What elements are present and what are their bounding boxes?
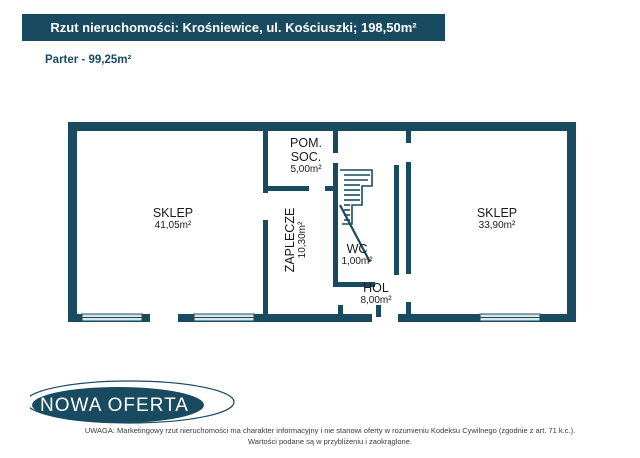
interior-wall — [394, 165, 399, 275]
room-name: SKLEP — [152, 206, 194, 220]
outer-wall-left — [68, 122, 77, 322]
logo-text: NOWA OFERTA — [40, 395, 189, 416]
plan-title: Rzut nieruchomości: Krośniewice, ul. Kościuszki; 198,50m² — [22, 14, 445, 41]
room-name: ZAPLECZE — [283, 207, 297, 273]
room-name: SKLEP — [476, 206, 518, 220]
outer-wall-top — [68, 122, 576, 131]
disclaimer — [40, 425, 620, 447]
interior-wall — [338, 305, 343, 317]
room-label-sklep-right — [467, 206, 527, 232]
room-label-wc — [335, 242, 379, 268]
room-label-zaplecze — [283, 205, 327, 275]
room-name: POM. — [290, 136, 322, 150]
room-area: 5,00m² — [290, 164, 322, 175]
interior-wall — [406, 162, 411, 274]
outer-wall-right — [567, 122, 576, 322]
interior-wall — [263, 131, 268, 193]
room-label-pom-soc — [276, 136, 336, 176]
disclaimer-line: UWAGA: Marketingowy rzut nieruchomości ma charakter informacyjny i nie stanowi oferty w rozumieniu Kodeksu Cywilnego (zgodnie z art. 71 k.c.). — [84, 426, 576, 435]
room-name: HOL — [363, 281, 389, 295]
room-area: 41,05m² — [154, 220, 192, 231]
room-area: 10,30m² — [297, 221, 308, 259]
interior-wall — [263, 220, 268, 314]
interior-wall — [406, 131, 411, 143]
room-label-sklep-left — [143, 206, 203, 232]
disclaimer-line: Wartości podane są w przybliżeniu i zaokrąglone. — [248, 437, 412, 446]
room-name: WC — [346, 242, 368, 256]
interior-wall — [406, 302, 411, 316]
room-name: SOC. — [290, 150, 322, 164]
room-label-hol — [346, 281, 406, 307]
interior-wall — [333, 163, 338, 287]
floor-label: Parter - 99,25m² — [45, 54, 132, 66]
room-area: 33,90m² — [478, 220, 516, 231]
room-area: 1,00m² — [341, 256, 373, 267]
room-area: 8,00m² — [360, 295, 392, 306]
interior-wall — [263, 186, 309, 191]
